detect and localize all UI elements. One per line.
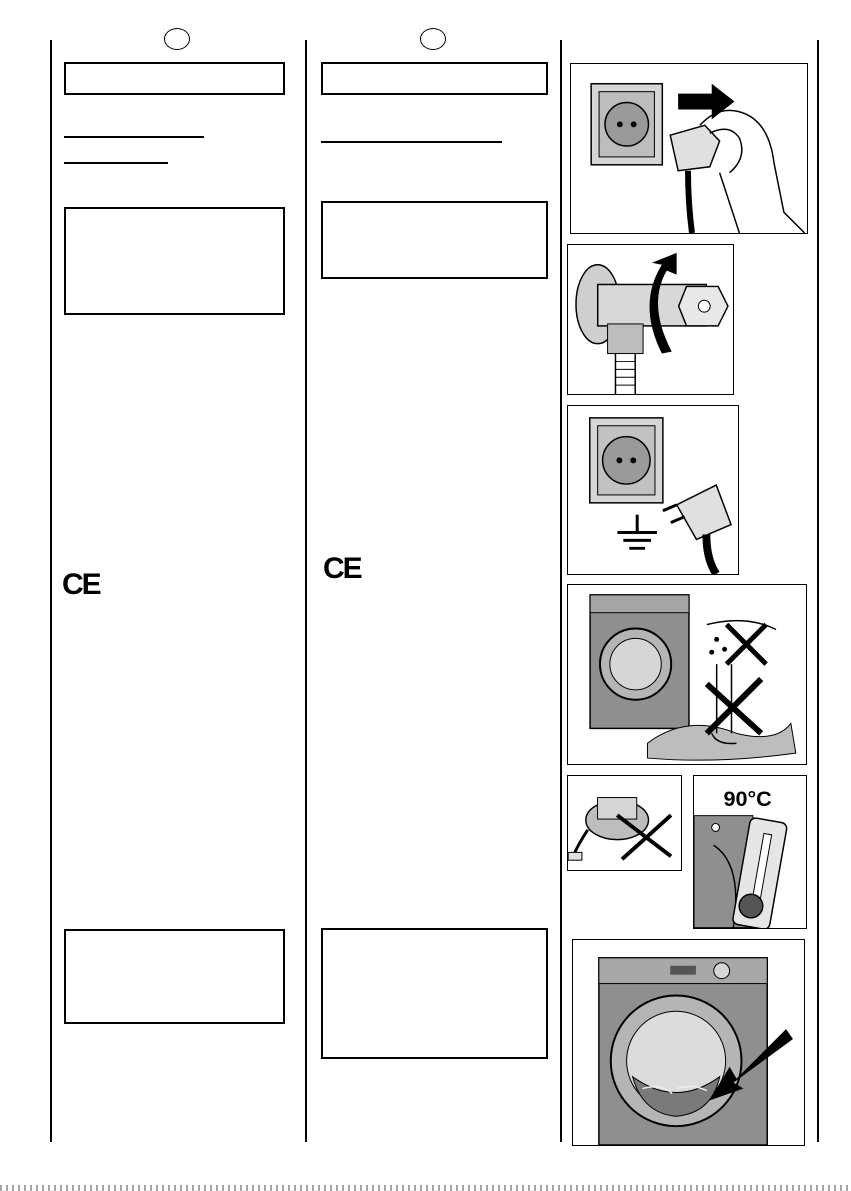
col2-ce-mark: CE xyxy=(323,552,361,585)
col1-note-box xyxy=(64,207,285,315)
col1-ce-mark: CE xyxy=(62,568,100,601)
language-badge-col1 xyxy=(164,28,190,50)
col2-warning-box xyxy=(321,928,548,1059)
col1-heading-underline-1 xyxy=(64,136,204,138)
scan-edge xyxy=(0,1185,851,1191)
language-badge-col2 xyxy=(420,28,446,50)
column-rule-left xyxy=(50,40,52,1142)
column-rule-mid-1 xyxy=(305,40,307,1142)
hot-door-illustration xyxy=(572,939,805,1146)
column-rule-mid-2 xyxy=(560,40,562,1142)
col1-heading-underline-2 xyxy=(64,162,168,164)
col2-note-box xyxy=(321,201,548,279)
temperature-label: 90°C xyxy=(723,785,772,811)
water-tap-illustration xyxy=(567,244,734,395)
col1-warning-box xyxy=(64,929,285,1024)
col1-title-box xyxy=(64,62,285,95)
no-adapter-illustration xyxy=(567,775,682,871)
col2-heading-underline-1 xyxy=(321,141,502,143)
column-rule-right xyxy=(817,40,819,1142)
col2-title-box xyxy=(321,62,548,95)
no-wet-hands-illustration xyxy=(567,584,807,765)
earthed-socket-illustration xyxy=(567,405,739,575)
hot-water-illustration xyxy=(693,775,807,929)
unplug-illustration xyxy=(570,63,808,234)
